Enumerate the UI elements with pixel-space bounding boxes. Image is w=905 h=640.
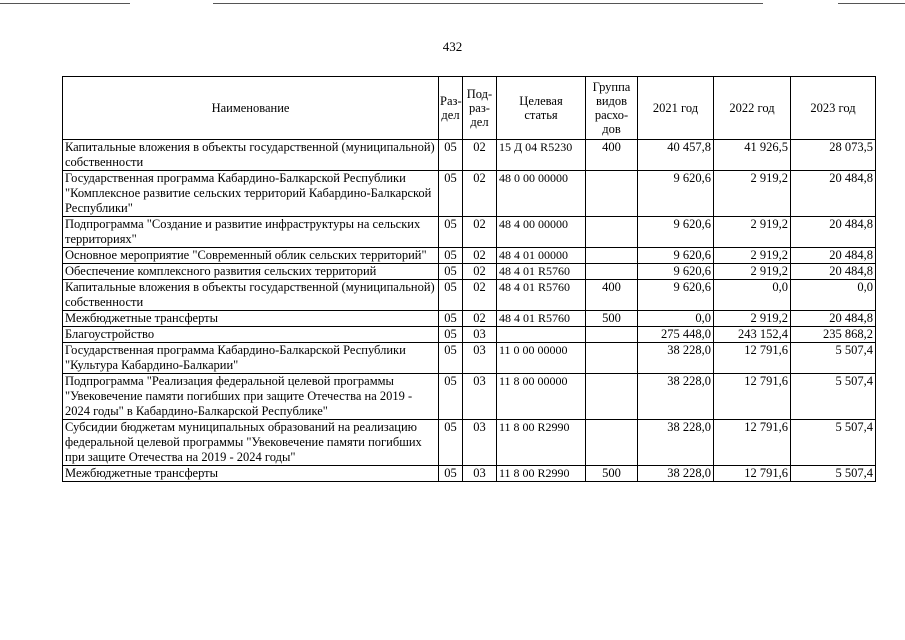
row-razdel: 05 <box>439 327 463 343</box>
row-2022: 2 919,2 <box>714 248 791 264</box>
row-2021: 38 228,0 <box>638 374 714 420</box>
row-2022: 12 791,6 <box>714 374 791 420</box>
row-target: 48 4 01 R5760 <box>497 311 586 327</box>
row-name: Капитальные вложения в объекты государственной (муниципальной) собственности <box>63 140 439 171</box>
row-2021: 9 620,6 <box>638 264 714 280</box>
row-target <box>497 327 586 343</box>
row-name: Подпрограмма "Создание и развитие инфраструктуры на сельских территориях" <box>63 217 439 248</box>
row-2022: 41 926,5 <box>714 140 791 171</box>
row-razdel: 05 <box>439 280 463 311</box>
row-razdel: 05 <box>439 140 463 171</box>
row-podrazdel: 02 <box>463 140 497 171</box>
row-name: Обеспечение комплексного развития сельских территорий <box>63 264 439 280</box>
table-row <box>63 311 876 327</box>
row-target: 48 4 00 00000 <box>497 217 586 248</box>
row-2023: 5 507,4 <box>791 466 876 482</box>
row-podrazdel: 03 <box>463 327 497 343</box>
header-2023: 2023 год <box>791 77 876 140</box>
row-2023: 0,0 <box>791 280 876 311</box>
row-2022: 2 919,2 <box>714 171 791 217</box>
row-name: Субсидии бюджетам муниципальных образований на реализацию федеральной целевой программы "Увековечение памяти погибших при защите Отечества на 2019 - 2024 годы" <box>63 420 439 466</box>
top-rule-right <box>838 3 905 4</box>
table-row <box>63 217 876 248</box>
table-header-row <box>63 77 876 140</box>
row-razdel: 05 <box>439 374 463 420</box>
row-2021: 9 620,6 <box>638 280 714 311</box>
header-podrazdel: Под- раз- дел <box>463 77 497 140</box>
row-target: 48 4 01 00000 <box>497 248 586 264</box>
table-row <box>63 420 876 466</box>
row-target: 48 4 01 R5760 <box>497 264 586 280</box>
header-name: Наименование <box>63 77 439 140</box>
row-podrazdel: 02 <box>463 217 497 248</box>
row-group <box>586 343 638 374</box>
header-target: Целевая статья <box>497 77 586 140</box>
row-2021: 0,0 <box>638 311 714 327</box>
table-row <box>63 171 876 217</box>
row-podrazdel: 02 <box>463 264 497 280</box>
row-2023: 20 484,8 <box>791 311 876 327</box>
page-number: 432 <box>442 39 463 54</box>
row-2023: 20 484,8 <box>791 171 876 217</box>
row-group: 400 <box>586 140 638 171</box>
row-group: 500 <box>586 466 638 482</box>
row-podrazdel: 03 <box>463 466 497 482</box>
row-podrazdel: 03 <box>463 343 497 374</box>
row-name: Подпрограмма "Реализация федеральной целевой программы "Увековечение памяти погибших при защите Отечества на 2019 - 2024 годы" в Кабардино-Балкарской Республике" <box>63 374 439 420</box>
row-2021: 38 228,0 <box>638 343 714 374</box>
header-2022: 2022 год <box>714 77 791 140</box>
row-2022: 12 791,6 <box>714 420 791 466</box>
row-name: Межбюджетные трансферты <box>63 311 439 327</box>
row-2022: 2 919,2 <box>714 264 791 280</box>
row-group: 400 <box>586 280 638 311</box>
header-2021: 2021 год <box>638 77 714 140</box>
row-2021: 9 620,6 <box>638 171 714 217</box>
row-target: 48 4 01 R5760 <box>497 280 586 311</box>
row-2022: 12 791,6 <box>714 466 791 482</box>
row-2023: 5 507,4 <box>791 343 876 374</box>
table-row <box>63 466 876 482</box>
table-row <box>63 140 876 171</box>
row-2022: 2 919,2 <box>714 311 791 327</box>
row-name: Капитальные вложения в объекты государственной (муниципальной) собственности <box>63 280 439 311</box>
row-name: Государственная программа Кабардино-Балкарской Республики "Комплексное развитие сельских территорий Кабардино-Балкарской Республики" <box>63 171 439 217</box>
row-2022: 2 919,2 <box>714 217 791 248</box>
row-razdel: 05 <box>439 171 463 217</box>
row-2021: 9 620,6 <box>638 248 714 264</box>
table-row <box>63 280 876 311</box>
top-rule-middle <box>213 3 763 4</box>
row-group <box>586 327 638 343</box>
row-2023: 235 868,2 <box>791 327 876 343</box>
row-target: 48 0 00 00000 <box>497 171 586 217</box>
row-group <box>586 420 638 466</box>
row-2021: 9 620,6 <box>638 217 714 248</box>
row-razdel: 05 <box>439 264 463 280</box>
row-razdel: 05 <box>439 217 463 248</box>
row-2021: 38 228,0 <box>638 420 714 466</box>
row-2021: 40 457,8 <box>638 140 714 171</box>
row-name: Межбюджетные трансферты <box>63 466 439 482</box>
row-target: 11 8 00 00000 <box>497 374 586 420</box>
row-razdel: 05 <box>439 248 463 264</box>
row-2023: 20 484,8 <box>791 217 876 248</box>
row-name: Государственная программа Кабардино-Балкарской Республики "Культура Кабардино-Балкарии" <box>63 343 439 374</box>
row-2023: 20 484,8 <box>791 248 876 264</box>
row-podrazdel: 03 <box>463 374 497 420</box>
row-group <box>586 248 638 264</box>
budget-table <box>62 76 876 482</box>
row-podrazdel: 02 <box>463 280 497 311</box>
header-group: Группа видов расхо- дов <box>586 77 638 140</box>
row-2023: 28 073,5 <box>791 140 876 171</box>
row-name: Благоустройство <box>63 327 439 343</box>
row-podrazdel: 02 <box>463 311 497 327</box>
table-row <box>63 327 876 343</box>
row-2022: 12 791,6 <box>714 343 791 374</box>
row-razdel: 05 <box>439 420 463 466</box>
row-2023: 20 484,8 <box>791 264 876 280</box>
row-name: Основное мероприятие "Современный облик сельских территорий" <box>63 248 439 264</box>
row-razdel: 05 <box>439 466 463 482</box>
row-2023: 5 507,4 <box>791 374 876 420</box>
table-row <box>63 264 876 280</box>
row-podrazdel: 03 <box>463 420 497 466</box>
row-group: 500 <box>586 311 638 327</box>
table-row <box>63 343 876 374</box>
table-row <box>63 248 876 264</box>
row-2021: 38 228,0 <box>638 466 714 482</box>
header-razdel: Раз- дел <box>439 77 463 140</box>
row-2021: 275 448,0 <box>638 327 714 343</box>
row-podrazdel: 02 <box>463 248 497 264</box>
row-target: 15 Д 04 R5230 <box>497 140 586 171</box>
row-target: 11 8 00 R2990 <box>497 466 586 482</box>
row-2022: 0,0 <box>714 280 791 311</box>
table-row <box>63 374 876 420</box>
row-razdel: 05 <box>439 311 463 327</box>
row-2023: 5 507,4 <box>791 420 876 466</box>
row-target: 11 0 00 00000 <box>497 343 586 374</box>
row-group <box>586 264 638 280</box>
top-rule-left <box>0 3 130 4</box>
row-2022: 243 152,4 <box>714 327 791 343</box>
row-podrazdel: 02 <box>463 171 497 217</box>
row-group <box>586 374 638 420</box>
row-target: 11 8 00 R2990 <box>497 420 586 466</box>
row-group <box>586 171 638 217</box>
row-razdel: 05 <box>439 343 463 374</box>
row-group <box>586 217 638 248</box>
